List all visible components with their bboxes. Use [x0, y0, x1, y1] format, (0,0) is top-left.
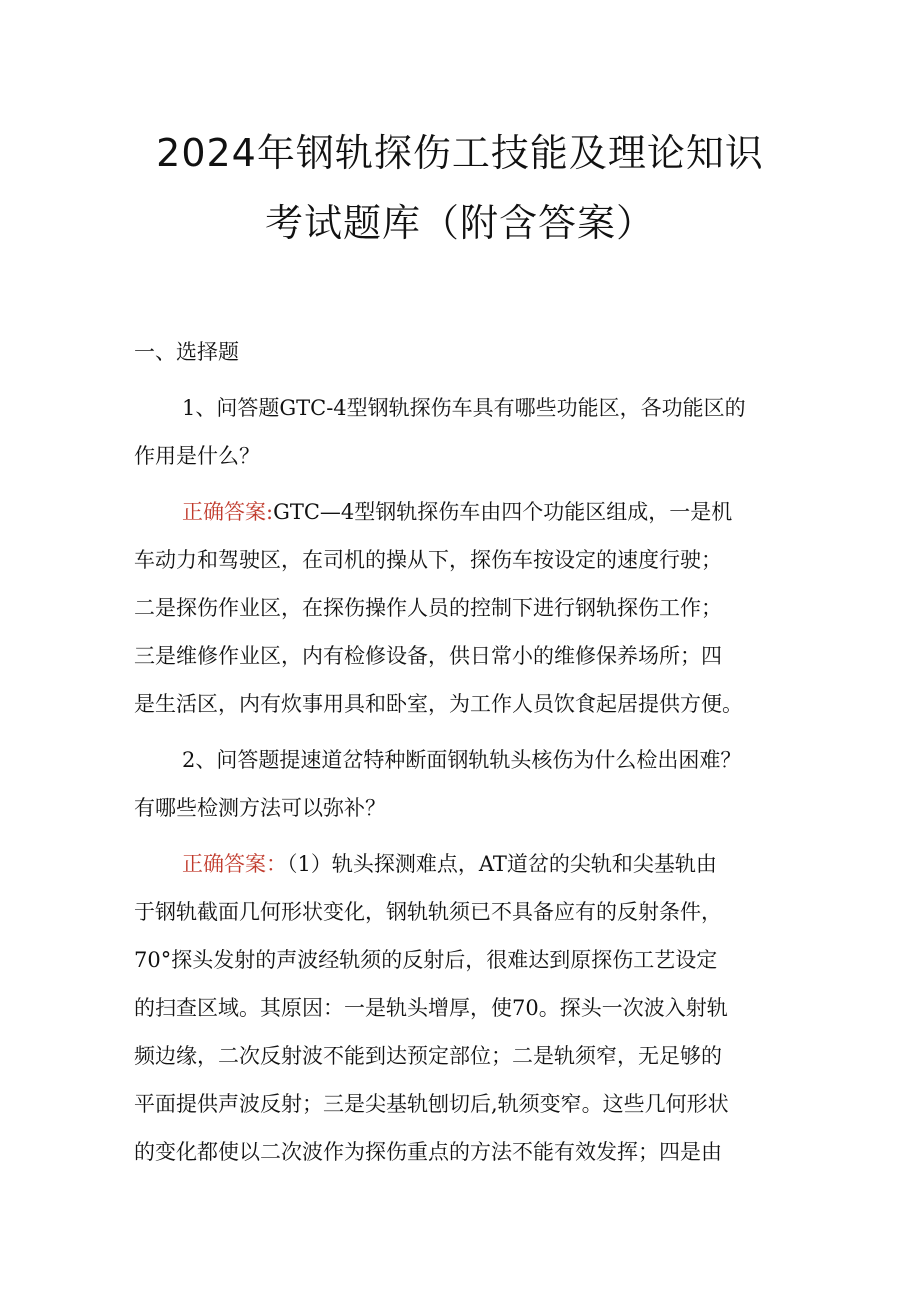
answer-2-line-3: 70°探头发射的声波经轨须的反射后，很难达到原探伤工艺设定: [134, 948, 718, 972]
answer-2-line-5: 频边缘，二次反射波不能到达预定部位；二是轨须窄，无足够的: [134, 1044, 722, 1068]
document-title-line-1: 2024年钢轨探伤工技能及理论知识: [156, 131, 764, 175]
answer-2-text-start: （1）轨头探测难点，AT道岔的尖轨和尖基轨由: [287, 852, 717, 876]
answer-1-line-4: 三是维修作业区，内有检修设备，供日常小的维修保养场所；四: [134, 644, 722, 668]
question-2-line-1: 2、问答题提速道岔特种断面钢轨轨头核伤为什么检出困难？: [182, 748, 742, 772]
answer-label: 正确答案:: [182, 500, 274, 524]
question-1-line-2: 作用是什么？: [134, 444, 260, 468]
answer-2-line-1: [182, 850, 717, 878]
answer-1-line-3: 二是探伤作业区，在探伤操作人员的控制下进行钢轨探伤工作；: [134, 596, 722, 620]
question-2-line-2: 有哪些检测方法可以弥补？: [134, 796, 386, 820]
answer-2-line-7: 的变化都使以二次波作为探伤重点的方法不能有效发挥；四是由: [134, 1140, 722, 1164]
answer-2-line-2: 于钢轨截面几何形状变化，钢轨轨须已不具备应有的反射条件，: [134, 900, 722, 924]
document-title-line-2: 考试题库（附含答案）: [264, 201, 655, 245]
answer-1-text-start: GTC—4型钢轨探伤车由四个功能区组成，一是机: [273, 500, 733, 524]
question-1-line-1: 1、问答题GTC-4型钢轨探伤车具有哪些功能区，各功能区的: [182, 396, 746, 420]
section-heading: 一、选择题: [134, 340, 239, 364]
answer-1-line-5: 是生活区，内有炊事用具和卧室，为工作人员饮食起居提供方便。: [134, 692, 743, 716]
answer-1-line-2: 车动力和驾驶区，在司机的操从下，探伤车按设定的速度行驶；: [134, 548, 722, 572]
answer-2-line-6: 平面提供声波反射；三是尖基轨刨切后,轨须变窄。这些几何形状: [134, 1092, 729, 1116]
answer-1-line-1: [182, 498, 732, 526]
answer-label: 正确答案：: [182, 852, 287, 876]
answer-2-line-4: 的扫查区域。其原因：一是轨头增厚，使70。探头一次波入射轨: [134, 996, 728, 1020]
